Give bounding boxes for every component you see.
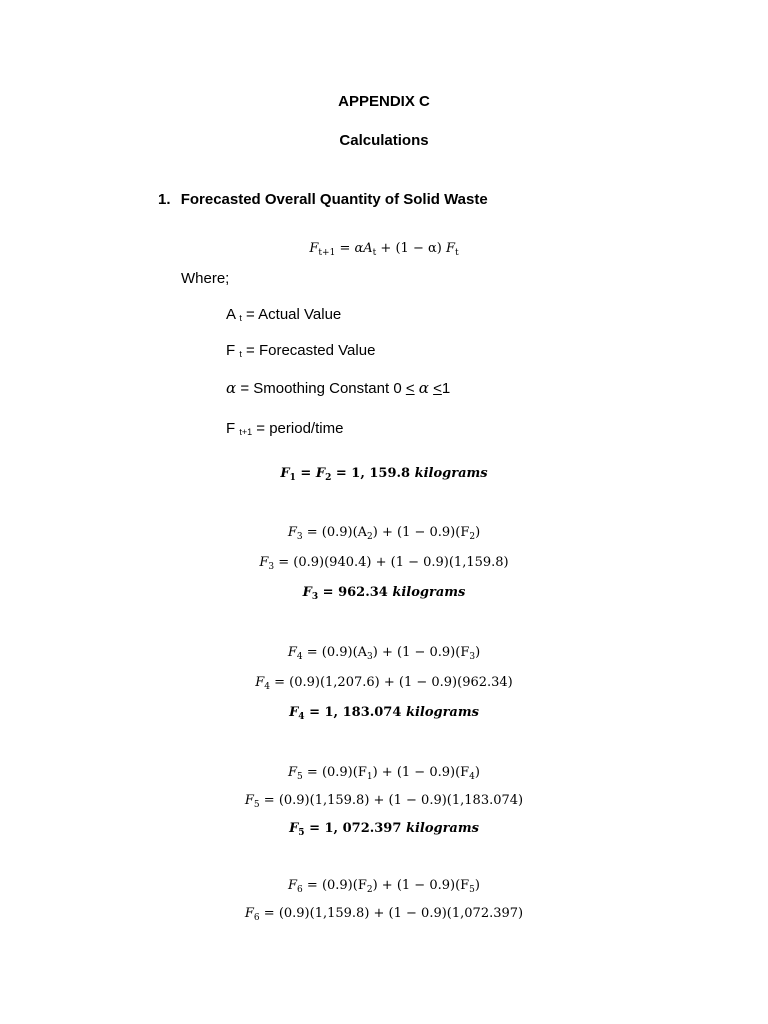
def-text: = Smoothing Constant 0 (240, 380, 402, 397)
def-var: A (226, 306, 236, 323)
init-eq: = F (295, 466, 326, 481)
value: = 1, 072.397 (304, 821, 406, 836)
definition-period (226, 420, 343, 437)
lhs: F (287, 645, 297, 660)
f3-result (0, 585, 768, 602)
lhs: F (255, 675, 265, 690)
init-s2: 2 (325, 473, 332, 483)
def-sub: t (239, 313, 242, 323)
end: ) (474, 878, 480, 893)
where-label: Where; (181, 270, 230, 287)
body: = (0.9)(F (302, 765, 367, 780)
f6-line2 (0, 906, 768, 923)
formula-eq: = (339, 241, 351, 256)
end: ) (475, 525, 481, 540)
section-title: Forecasted Overall Quantity of Solid Waste (180, 191, 488, 208)
a-sub: 2 (367, 532, 373, 542)
f-sub: 3 (469, 652, 476, 662)
lhs-sub: 3 (268, 562, 275, 572)
f6-line1 (0, 878, 768, 895)
initial-value (0, 466, 768, 483)
formula-alpha: α (354, 241, 364, 256)
value: = 1, 183.074 (304, 705, 406, 720)
def-tail: 1 (441, 380, 451, 397)
mid: ) + (1 − 0.9)(F (372, 878, 470, 893)
f5-line1 (0, 765, 768, 782)
lhs-sub: 3 (311, 592, 319, 602)
formula-plus: + (380, 241, 392, 256)
lhs-sub: 5 (298, 828, 305, 838)
init-unit: kilograms (414, 466, 488, 481)
f3-line1 (0, 525, 768, 542)
def-var: F (226, 342, 236, 359)
def-text: = Forecasted Value (246, 342, 376, 359)
lhs-sub: 3 (296, 532, 303, 542)
body: = (0.9)(A (302, 525, 368, 540)
body: = (0.9)(1,207.6) + (1 − 0.9)(962.34) (269, 675, 513, 690)
section-heading (158, 191, 488, 208)
a-sub: 3 (367, 652, 373, 662)
f-sub: 5 (469, 885, 475, 895)
mid: ) + (1 − 0.9)(F (372, 525, 470, 540)
unit: kilograms (392, 585, 466, 600)
definition-actual (226, 306, 341, 323)
unit: kilograms (405, 705, 479, 720)
value: = 962.34 (318, 585, 393, 600)
definition-smoothing (226, 379, 450, 397)
formula-a-sub: t (372, 248, 377, 258)
formula-lhs-sub: t+1 (318, 248, 336, 258)
section-number: 1. (158, 191, 171, 208)
lhs: F (244, 906, 254, 921)
formula-lhs-var: F (309, 241, 319, 256)
def-sub: t (239, 349, 242, 359)
f-sub: 4 (469, 772, 475, 782)
a-sub: 2 (366, 885, 373, 895)
lhs: F (289, 705, 299, 720)
lhs: F (288, 878, 298, 893)
body: = (0.9)(1,159.8) + (1 − 0.9)(1,072.397) (259, 906, 524, 921)
lhs: F (287, 525, 297, 540)
formula-f-sub: t (455, 248, 459, 258)
lhs: F (289, 821, 299, 836)
lhs-sub: 6 (297, 885, 303, 895)
end: ) (474, 765, 480, 780)
lhs-sub: 5 (253, 800, 260, 810)
smoothing-formula (0, 241, 768, 258)
init-value: = 1, 159.8 (331, 466, 415, 481)
def-text: = Actual Value (246, 306, 342, 323)
lhs-sub: 4 (296, 652, 303, 662)
body: = (0.9)(A (302, 645, 368, 660)
def-le: < (405, 380, 415, 397)
init-f1: F (280, 466, 290, 481)
lhs-sub: 5 (297, 772, 303, 782)
lhs: F (259, 555, 269, 570)
f5-line2 (0, 793, 768, 810)
f5-result (0, 821, 768, 838)
mid: ) + (1 − 0.9)(F (372, 765, 470, 780)
lhs-sub: 6 (253, 913, 260, 923)
lhs-sub: 4 (264, 682, 270, 692)
a-sub: 1 (366, 772, 373, 782)
lhs-sub: 4 (298, 712, 305, 722)
definition-forecasted (226, 342, 375, 359)
appendix-title: APPENDIX C (338, 93, 430, 110)
end: ) (475, 645, 481, 660)
def-alpha: α (226, 379, 237, 397)
def-text: = period/time (256, 420, 344, 437)
def-le: < (433, 380, 442, 397)
init-s1: 1 (289, 473, 296, 483)
body: = (0.9)(940.4) + (1 − 0.9)(1,159.8) (274, 555, 509, 570)
f-sub: 2 (469, 532, 476, 542)
lhs: F (244, 793, 254, 808)
formula-a: A (363, 241, 373, 256)
f4-line2 (0, 675, 768, 692)
lhs: F (288, 765, 298, 780)
mid: ) + (1 − 0.9)(F (372, 645, 470, 660)
calculations-subtitle: Calculations (339, 132, 429, 149)
f4-line1 (0, 645, 768, 662)
f3-line2 (0, 555, 768, 572)
def-sub: t+1 (239, 427, 253, 437)
lhs: F (302, 585, 312, 600)
formula-one-minus: (1 − α) (395, 241, 442, 256)
body: = (0.9)(1,159.8) + (1 − 0.9)(1,183.074) (259, 793, 524, 808)
def-alpha-mid: α (418, 379, 429, 397)
body: = (0.9)(F (302, 878, 367, 893)
def-var: F (226, 420, 236, 437)
f4-result (0, 705, 768, 722)
formula-f: F (445, 241, 455, 256)
unit: kilograms (405, 821, 479, 836)
